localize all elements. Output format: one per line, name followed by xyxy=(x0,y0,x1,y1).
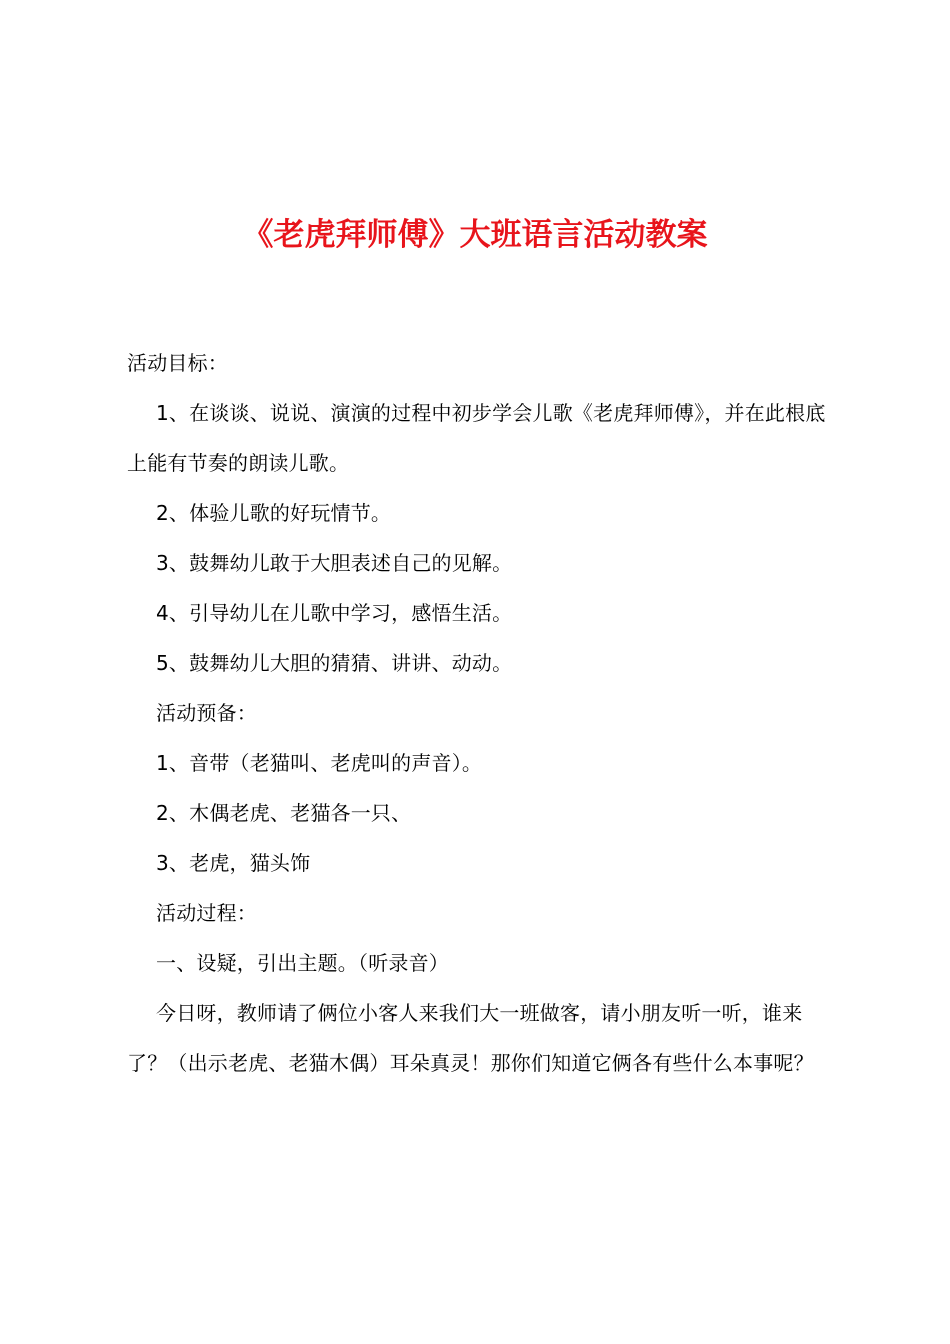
preparation-item-1: 1、音带（老猫叫、老虎叫的声音）。 xyxy=(156,751,483,775)
goal-item-4: 4、引导幼儿在儿歌中学习，感悟生活。 xyxy=(156,601,513,625)
goal-item-3: 3、鼓舞幼儿敢于大胆表述自己的见解。 xyxy=(156,551,513,575)
preparation-item-2: 2、木偶老虎、老猫各一只、 xyxy=(156,801,412,825)
document-body xyxy=(127,338,833,1088)
preparation-item-3: 3、老虎，猫头饰 xyxy=(156,851,311,875)
heading-activity-preparation: 活动预备： xyxy=(156,701,257,725)
goal-item-2: 2、体验儿歌的好玩情节。 xyxy=(156,501,392,525)
heading-activity-goals: 活动目标： xyxy=(127,351,228,375)
process-paragraph: 今日呀，教师请了俩位小客人来我们大一班做客，请小朋友听一听，谁来了？（出示老虎、老猫木偶）耳朵真灵！那你们知道它俩各有些什么本事呢？ xyxy=(127,1001,814,1075)
process-step-1: 一、设疑，引出主题。（听录音） xyxy=(156,951,449,975)
heading-activity-process: 活动过程： xyxy=(156,901,257,925)
goal-item-1: 1、在谈谈、说说、演演的过程中初步学会儿歌《老虎拜师傅》，并在此根底上能有节奏的朗读儿歌。 xyxy=(127,401,826,475)
goal-item-5: 5、鼓舞幼儿大胆的猜猜、讲讲、动动。 xyxy=(156,651,513,675)
document-title: 《老虎拜师傅》大班语言活动教案 xyxy=(242,217,708,253)
